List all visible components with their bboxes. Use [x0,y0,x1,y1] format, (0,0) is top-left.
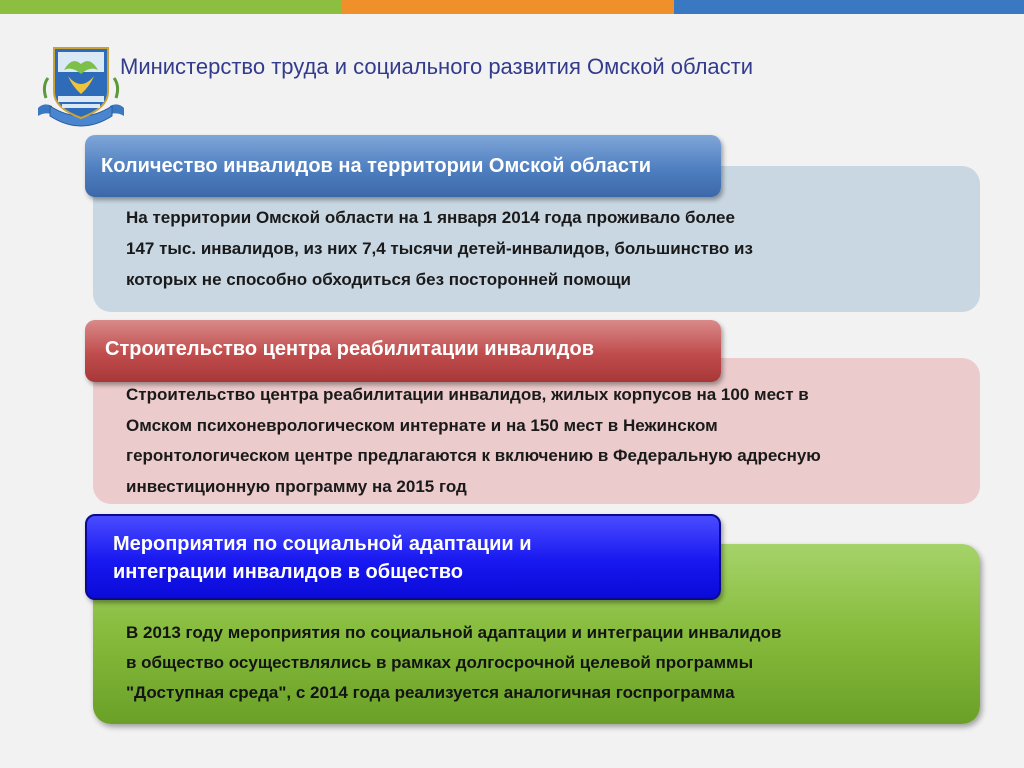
section-1-line: На территории Омской области на 1 января 2014 года проживало более [126,208,735,227]
top-color-bar [0,0,1024,14]
section-3-line: В 2013 году мероприятия по социальной адаптации и интеграции инвалидов [126,623,782,642]
top-bar-blue [674,0,1024,14]
section-3-text [126,618,946,708]
section-3-title-line: интеграции инвалидов в общество [113,561,464,583]
coat-of-arms-icon [34,42,128,134]
section-2-line: инвестиционную программу на 2015 год [126,476,467,496]
section-1-text [126,202,946,295]
section-1-line: которых не способно обходиться без посторонней помощи [126,270,632,289]
page-title: Министерство труда и социального развития Омской области [120,54,754,79]
top-bar-green [0,0,342,14]
section-2-text [126,380,966,502]
section-2-line: Строительство центра реабилитации инвалидов, жилых корпусов на 100 мест в [126,385,809,404]
section-2-line: Омском психоневрологическом интернате и на 150 мест в Нежинском [126,415,718,435]
section-2-title: Строительство центра реабилитации инвалидов [85,320,721,382]
section-3-title-line: Мероприятия по социальной адаптации и [113,533,532,555]
top-bar-orange [342,0,674,14]
section-3-title [85,514,721,600]
section-2-line: геронтологическом центре предлагаются к включению в Федеральную адресную [126,446,821,465]
section-1-line: 147 тыс. инвалидов, из них 7,4 тысячи детей-инвалидов, большинство из [126,239,753,258]
section-3-line: в общество осуществлялись в рамках долгосрочной целевой программы [126,653,754,672]
section-3-line: "Доступная среда", с 2014 года реализуется аналогичная госпрограмма [126,683,735,702]
section-1-title: Количество инвалидов на территории Омской области [85,135,721,197]
